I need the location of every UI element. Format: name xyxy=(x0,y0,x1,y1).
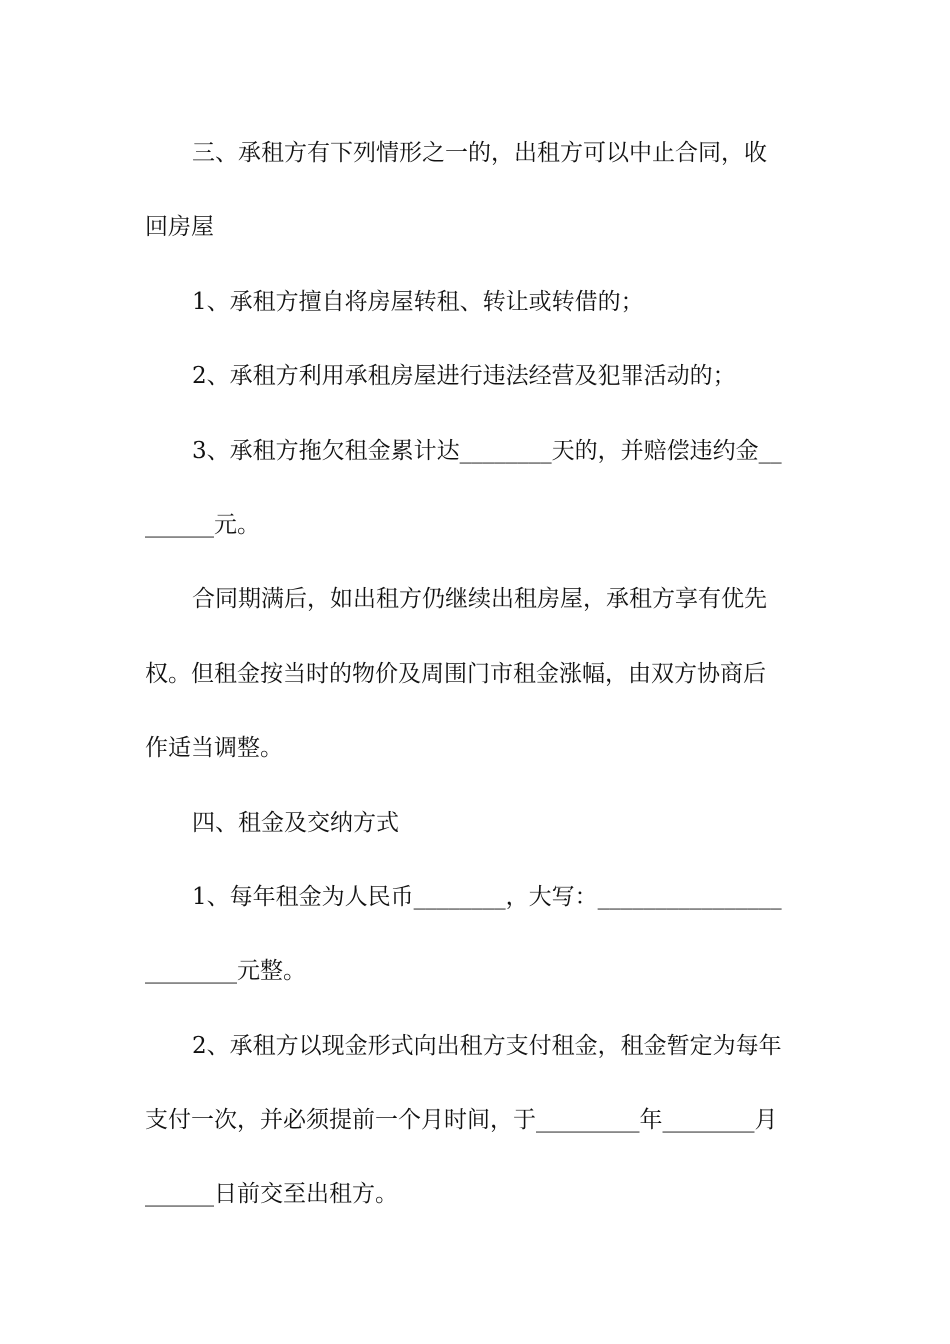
paragraph-line: 3、承租方拖欠租金累计达________天的，并赔偿违约金__ xyxy=(192,437,782,464)
paragraph-line: ______元。 xyxy=(145,511,260,538)
paragraph-line: 合同期满后，如出租方仍继续出租房屋，承租方享有优先 xyxy=(192,586,767,613)
paragraph-line: 作适当调整。 xyxy=(145,735,283,762)
paragraph-line: 回房屋 xyxy=(145,214,214,241)
paragraph-line: 2、承租方以现金形式向出租方支付租金，租金暂定为每年 xyxy=(192,1032,782,1059)
paragraph-line: 权。但租金按当时的物价及周围门市租金涨幅，由双方协商后 xyxy=(145,660,766,687)
paragraph-line: 支付一次，并必须提前一个月时间，于_________年________月 xyxy=(145,1107,778,1134)
paragraph-line: 1、承租方擅自将房屋转租、转让或转借的； xyxy=(192,288,644,315)
paragraph-line: ________元整。 xyxy=(145,958,306,985)
paragraph-line: 2、承租方利用承租房屋进行违法经营及犯罪活动的； xyxy=(192,363,736,390)
paragraph-line: 三、承租方有下列情形之一的，出租方可以中止合同，收 xyxy=(192,140,767,166)
document-body xyxy=(145,116,807,1232)
section-heading: 四、租金及交纳方式 xyxy=(192,809,399,836)
paragraph-line: ______日前交至出租方。 xyxy=(145,1181,398,1208)
paragraph-line: 1、每年租金为人民币________，大写：________________ xyxy=(192,883,782,910)
